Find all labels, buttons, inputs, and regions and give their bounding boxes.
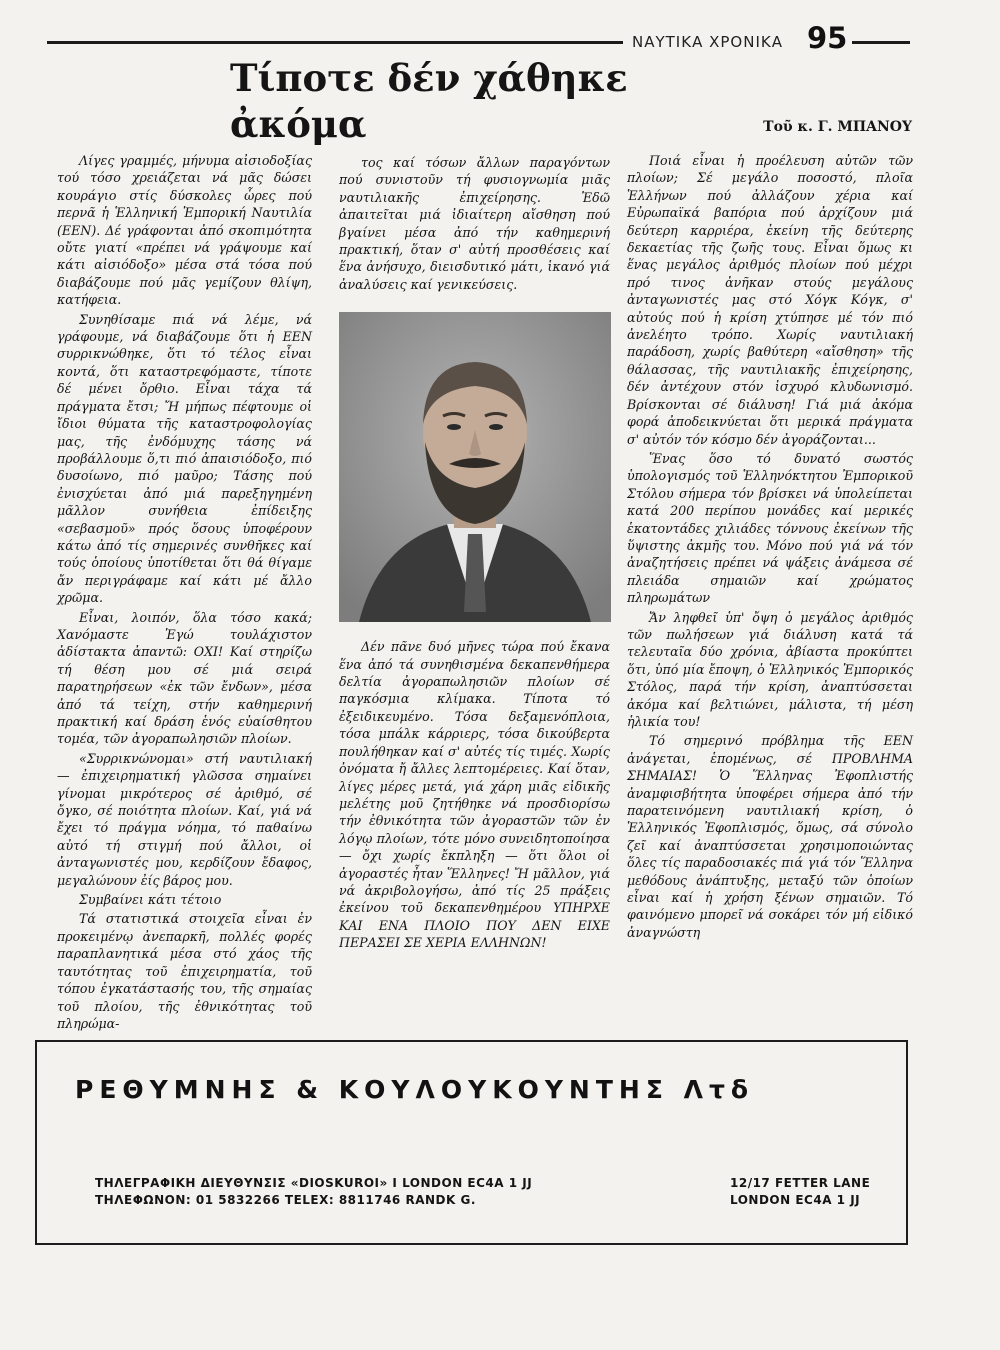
- paragraph: Τά στατιστικά στοιχεῖα εἶναι ἐν προκειμένῳ ἀνεπαρκῆ, πολλές φορές παραπλανητικά μέσα στό χάος τῆς ταυτότητας τοῦ ἐπιχειρηματία, τοῦ τόπου ἐγκατάστασής του, τῆς σημαίας τοῦ πλοίου, τῆς ἐθνικότητας τοῦ πληρώμα-: [57, 911, 312, 1031]
- author-portrait-image: [339, 312, 611, 622]
- paragraph: Λίγες γραμμές, μήνυμα αἰσιοδοξίας τού τόσο χρειάζεται νά μᾶς δώσει κουράγιο στίς δύσκολες ὧρες πού περνᾶ ἡ Ἑλληνική Ἐμπορική Ναυτιλία (ΕΕΝ). Δέ γράφονται ἀπό σκοπιμότητα οὔτε γιατί «πρέπει νά γράψουμε καί κάτι αἰσιόδοξο» μέσα στά τόσα πού διαβάζουμε πού μᾶς γεμίζουν θλίψη, κατήφεια.: [57, 153, 312, 308]
- paragraph: «Συρρικνώνομαι» στή ναυτιλιακή — ἐπιχειρηματική γλῶσσα σημαίνει γίνομαι μικρότερος σέ ἀριθμό, σέ ὄγκο, σέ ποιότητα πλοίων. Καί, γιά νά ἔχει τό πράγμα νόημα, τό παθαίνω αὐτό τή στιγμή πού ἄλλοι, οἱ ἀνταγωνιστές μου, κερδίζουν ἔδαφος, μεγαλώνουν ἐίς βάρος μου.: [57, 750, 312, 888]
- advertisement-address: 12/17 FETTER LANE: [730, 1176, 871, 1190]
- paragraph: Εἶναι, λοιπόν, ὅλα τόσο κακά; Χανόμαστε Ἐγώ τουλάχιστον ἀδίστακτα ἀπαντῶ: ΟΧΙ! Καί στηρίζω τή θέση μου σέ μιά σειρά παρατηρήσεων «ἐκ τῶν ἔνδων», μέσα ἀπό τά τείχη, στήν καθημερινή πρακτική καί δράση ἑνός εὐαίσθητου τομέα, τῶν ἀγοραπωλησιῶν πλοίων.: [57, 609, 312, 747]
- header-rule: [47, 41, 623, 44]
- paragraph: Ποιά εἶναι ἡ προέλευση αὐτῶν τῶν πλοίων; Σέ μεγάλο ποσοστό, πλοῖα Ἑλλήνων πού ἀλλάζουν χέρια καί Εὐρωπαϊκά βαπόρια πού ἀρχίζουν μιά δεύτερη καρριέρα, ἐκείνη τῆς δεύτερης δεκαετίας τῆς ζωῆς τους. Εἶναι ὅμως κι ἕνας μεγάλος ἀριθμός πλοίων πού μέχρι πρό τινος ἀνῆκαν στούς μεγάλους ἀνταγωνιστές μας στό Χόγκ Κόγκ, σ' αὐτούς πού ἡ κρίση χτύπησε μέ τόν πιό ἀνελέητο τρόπο. Χωρίς ναυτιλιακή παράδοση, χωρίς βαθύτερη «αἴσθηση» τῆς θάλασσας, τῆς ναυτιλιακῆς ἐπιχείρησης, δέν ἀντέχουν στόν ἰσχυρό κλυδωνισμό. Βρίσκονται σέ διάλυση! Γιά μιά ἀκόμα φορά ἀποδεικνύεται ὅτι μερικά πράγματα σ' αὐτόν τόν κόσμο δέν ἀγοράζονται...: [627, 153, 913, 447]
- column-3: [627, 152, 913, 943]
- advertisement-phone: ΤΗΛΕΦΩΝΟΝ: 01 5832266 TELEX: 8811746 RANDK G.: [95, 1193, 476, 1207]
- article-title: Τίποτε δέν χάθηκε ἀκόμα: [230, 56, 628, 146]
- column-1: [57, 152, 312, 1034]
- column-2: [339, 154, 610, 954]
- paragraph: Δέν πᾶνε δυό μῆνες τώρα πού ἔκανα ἕνα ἀπό τά συνηθισμένα δεκαπενθήμερα δελτία ἀγοραπωλησιῶν πλοίων σέ παγκόσμια κλίμακα. Τίποτα τό ἐξειδικευμένο. Τόσα δεξαμενόπλοια, τόσα μπάλκ κάρριερς, τόσα δικούβερτα πουλήθηκαν καί σ' αὐτές τίς τιμές. Χωρίς ὀνόματα ἤ ἄλλες λεπτομέρειες. Καί ὅταν, λίγες μέρες μετά, γιά χάρη μιᾶς εἰδικῆς μελέτης μοῦ ζητήθηκε νά προσδιορίσω τήν ἐθνικότητα τῶν ἀγοραστῶν τῶν ἐν λόγῳ πλοίων, τότε μόνο συνειδητοποίησα — ὄχι χωρίς ἔκπληξη — ὅτι ὅλοι οἱ ἀγοραστές ἦταν Ἕλληνες! Ἤ μᾶλλον, γιά νά ἀκριβολογήσω, ἀπό τίς 25 πράξεις ἐκείνου τοῦ δεκαπενθημέρου ΥΠΗΡΧΕ ΚΑΙ ΕΝΑ ΠΛΟΙΟ ΠΟΥ ΔΕΝ ΕΙΧΕ ΠΕΡΑΣΕΙ ΣΕ ΧΕΡΙΑ ΕΛΛΗΝΩΝ!: [339, 639, 610, 951]
- header-rule: [852, 41, 910, 44]
- advertisement-company: ΡΕΘΥΜΝΗΣ & ΚΟΥΛΟΥΚΟΥΝΤΗΣ Λτδ: [75, 1075, 755, 1104]
- paragraph: Συνηθίσαμε πιά νά λέμε, νά γράφουμε, νά διαβάζουμε ὅτι ἡ ΕΕΝ συρρικνώθηκε, ὅτι τό τέλος εἶναι κοντά, ὅτι καταστρεφόμαστε, τίποτε δέ μένει ὄρθιο. Εἶναι τάχα τά πράγματα ἔτσι; Ἤ μήπως πέφτουμε οἱ ἴδιοι θύματα τῆς καταστροφολογίας μας, τῆς ἐνδόμυχης τάσης νά προβάλλουμε ὅ,τι πιό ἀπαισιόδοξο, πιό δυσοίωνο, πιό μαῦρο; Τάσης πού ἐνισχύεται ἀπό μιά παρεξηγημένη μᾶλλον συνήθεια ἐπίδειξης «σεβασμοῦ» πρός ὅσους ὑποφέρουν κάτω ἀπό τίς σημερινές συνθῆκες καί τούς ὁποίους ὑποτίθεται ὅτι θά θίγαμε ἄν περιγράφαμε καί κάτι μέ ἄλλο χρῶμα.: [57, 311, 312, 606]
- paragraph: Ἄν ληφθεῖ ὑπ' ὄψη ὁ μεγάλος ἀριθμός τῶν πωλήσεων γιά διάλυση κατά τά τελευταῖα δύο χρόνια, ἀβίαστα προκύπτει ὅτι, ὑπό μία ἔποψη, ὁ Ἑλληνικός Ἐμπορικός Στόλος, παρά τήν κρίση, ἀναπτύσσεται ἀκόμα καί βελτιώνει, μάλιστα, τή μέση ἡλικία του!: [627, 609, 913, 729]
- paragraph: τος καί τόσων ἄλλων παραγόντων πού συνιστοῦν τή φυσιογνωμία μιᾶς ναυτιλιακῆς ἐπιχείρησης. Ἐδῶ ἀπαιτεῖται μιά ἰδιαίτερη αἴσθηση πού βγαίνει μέσα ἀπό τήν καθημερινή πρακτική, ὅταν σ' αὐτή προσθέσεις καί ἕνα ἀνήσυχο, διεισδυτικό μάτι, ἱκανό γιά ἀναλύσεις καί γενικεύσεις.: [339, 155, 610, 292]
- paragraph: Τό σημερινό πρόβλημα τῆς ΕΕΝ ἀνάγεται, ἑπομένως, σέ ΠΡΟΒΛΗΜΑ ΣΗΜΑΙΑΣ! Ὁ Ἕλληνας Ἐφοπλιστής ἀναμφισβήτητα ὑποφέρει σήμερα ἀπό τήν παρατεινόμενη ναυτιλιακή κρίση, ὁ Ἑλληνικός Ἐφοπλισμός, ὅμως, σά σύνολο ζεῖ καί ἀναπτύσσεται χρησιμοποιώντας ὅλες τίς παραδοσιακές πιά γιά τόν Ἕλληνα μεθόδους ἀνάπτυξης, μεταξύ τῶν ὁποίων εἶναι καί ἡ χρήση ξένων σημαιῶν. Τό φαινόμενο μπορεῖ νά σοκάρει τόν μή εἰδικό ἀναγνώστη: [627, 733, 913, 940]
- advertisement-box: [35, 1040, 908, 1245]
- paragraph: Ἕνας ὅσο τό δυνατό σωστός ὑπολογισμός τοῦ Ἑλληνόκτητου Ἐμπορικοῦ Στόλου σήμερα τόν βρίσκει νά ὑπολείπεται κατά 200 περίπου μονάδες καί μερικές ἑκατοντάδες χιλιάδες τόννους ἐκείνων τῆς ὕψιστης ἀκμῆς του. Μόνο πού γιά νά τόν ἀναζητήσεις πρέπει νά ψάξεις ἀνάμεσα σέ πλειάδα σημαιῶν καί χρώματος πληρωμάτων: [627, 450, 913, 606]
- running-head: ΝΑΥΤΙΚΑ ΧΡΟΝΙΚΑ: [632, 33, 783, 51]
- advertisement-address: LONDON EC4A 1 JJ: [730, 1193, 861, 1207]
- page-number: 95: [807, 21, 848, 55]
- paragraph: Συμβαίνει κάτι τέτοιο: [79, 892, 222, 908]
- byline: Τοῦ κ. Γ. ΜΠΑΝΟΥ: [763, 119, 912, 135]
- advertisement-telegraph: ΤΗΛΕΓΡΑΦΙΚΗ ΔΙΕΥΘΥΝΣΙΣ «DIOSKUROI» I LONDON EC4A 1 JJ: [95, 1176, 533, 1190]
- author-photo: [339, 312, 611, 622]
